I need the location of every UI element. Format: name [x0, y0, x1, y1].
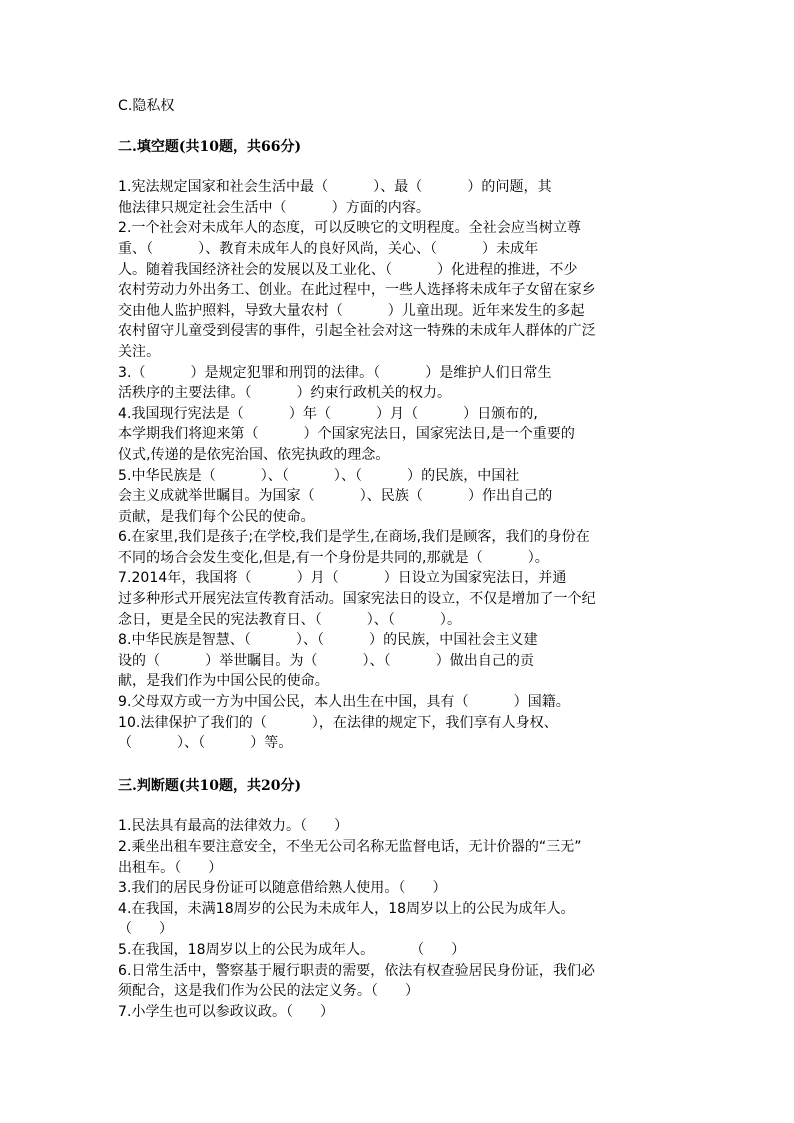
- question-line: 4.我国现行宪法是（ ）年（ ）月（ ）日颁布的,: [118, 405, 538, 422]
- question-line: 9.父母双方或一方为中国公民，本人出生在中国，具有（ ）国籍。: [118, 694, 570, 711]
- question-line: 本学期我们将迎来第（ ）个国家宪法日，国家宪法日,是一个重要的: [118, 426, 575, 443]
- question-line: 出租车。（ ）: [118, 859, 223, 876]
- question-line: （ ）、（ ）等。: [118, 735, 293, 752]
- section-heading-true-false: 三.判断题(共10题，共20分): [118, 777, 302, 794]
- question-line: 献，是我们作为中国公民的使命。: [118, 673, 329, 690]
- question-line: 念日，更是全民的宪法教育日、（ ）、（ ）。: [118, 611, 462, 628]
- question-line: 4.在我国，未满18周岁的公民为未成年人，18周岁以上的公民为成年人。: [118, 900, 575, 917]
- true-false-questions: [118, 816, 678, 1022]
- question-line: 3.我们的居民身份证可以随意借给熟人使用。（ ）: [118, 880, 447, 897]
- question-line: 过多种形式开展宪法宣传教育活动。国家宪法日的设立，不仅是增加了一个纪: [118, 591, 596, 608]
- document-page: [118, 96, 678, 1022]
- question-line: 交由他人监护照料，导致大量农村（ ）儿童出现。近年来发生的多起: [118, 302, 585, 319]
- question-line: 不同的场合会发生变化,但是,有一个身份是共同的,那就是（ ）。: [118, 549, 549, 566]
- question-line: 6.日常生活中，警察基于履行职责的需要，依法有权查验居民身份证，我们必: [118, 962, 596, 979]
- question-line: 2.一个社会对未成年人的态度，可以反映它的文明程度。全社会应当树立尊: [118, 220, 582, 237]
- question-line: 10.法律保护了我们的（ ），在法律的规定下，我们享有人身权、: [118, 714, 558, 731]
- question-line: 1.宪法规定国家和社会生活中最（ ）、最（ ）的问题，其: [118, 179, 552, 196]
- question-line: 5.在我国，18周岁以上的公民为成年人。 （ ）: [118, 941, 466, 958]
- question-line: 2.乘坐出租车要注意安全，不坐无公司名称无监督电话，无计价器的“三无”: [118, 839, 582, 855]
- question-line: 1.民法具有最高的法律效力。（ ）: [118, 818, 349, 835]
- question-line: 活秩序的主要法律。（ ）约束行政机关的权力。: [118, 385, 452, 402]
- fill-blank-questions: [118, 177, 678, 754]
- question-line: 7.小学生也可以参政议政。（ ）: [118, 1003, 335, 1020]
- question-line: 农村劳动力外出务工、创业。在此过程中，一些人选择将未成年子女留在家乡: [118, 282, 596, 299]
- question-line: 关注。: [118, 343, 161, 360]
- question-line: 8.中华民族是智慧、（ ）、（ ）的民族，中国社会主义建: [118, 632, 538, 649]
- question-line: 仪式,传递的是依宪治国、依宪执政的理念。: [118, 446, 390, 463]
- question-line: 贡献，是我们每个公民的使命。: [118, 508, 315, 525]
- question-line: 他法律只规定社会生活中（ ）方面的内容。: [118, 199, 430, 216]
- carryover-option: C.隐私权: [118, 98, 175, 114]
- question-line: 会主义成就举世瞩目。为国家（ ）、民族（ ）作出自己的: [118, 488, 553, 505]
- question-line: （ ）: [118, 921, 174, 938]
- question-line: 设的（ ）举世瞩目。为（ ）、（ ）做出自己的贡: [118, 652, 535, 669]
- question-line: 人。随着我国经济社会的发展以及工业化、（ ）化进程的推进，不少: [118, 261, 578, 278]
- question-line: 3.（ ）是规定犯罪和刑罚的法律。（ ）是维护人们日常生: [118, 364, 552, 381]
- question-line: 6.在家里,我们是孩子;在学校,我们是学生,在商场,我们是顾客，我们的身份在: [118, 529, 590, 546]
- question-line: 5.中华民族是（ ）、（ ）、（ ）的民族，中国社: [118, 467, 520, 484]
- question-line: 7.2014年，我国将（ ）月（ ）日设立为国家宪法日，并通: [118, 570, 567, 587]
- question-line: 重、（ ）、教育未成年人的良好风尚，关心、（ ）未成年: [118, 240, 539, 257]
- question-line: 须配合，这是我们作为公民的法定义务。（ ）: [118, 983, 419, 1000]
- question-line: 农村留守儿童受到侵害的事件，引起全社会对这一特殊的未成年人群体的广泛: [118, 323, 596, 340]
- section-heading-fill-blank: 二.填空题(共10题，共66分): [118, 138, 302, 155]
